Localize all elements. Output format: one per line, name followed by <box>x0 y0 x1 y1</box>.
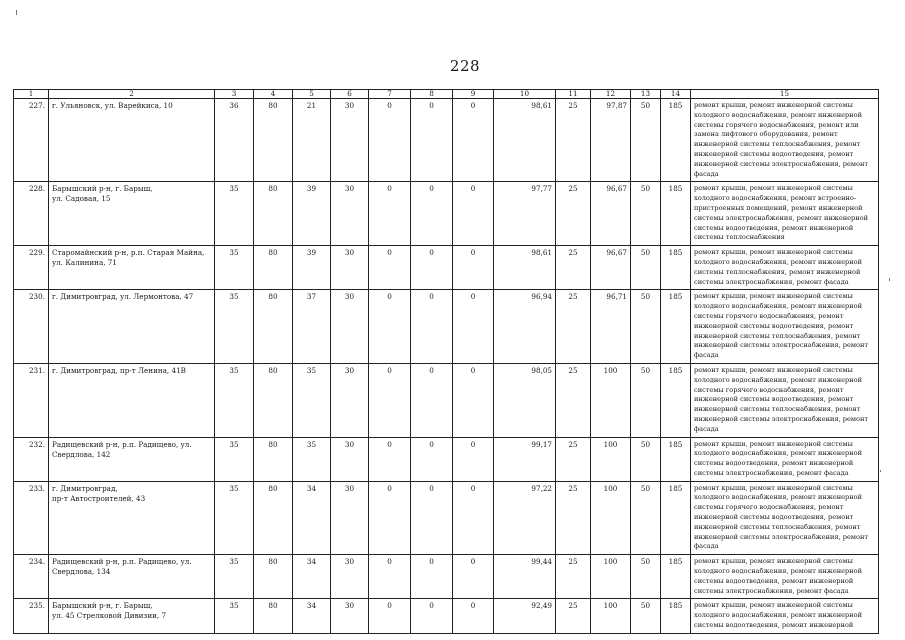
column-header: 11 <box>556 90 591 99</box>
value-cell: 50 <box>631 363 661 437</box>
value-cell: 50 <box>631 437 661 481</box>
value-cell: 30 <box>331 290 369 364</box>
value-cell: 0 <box>369 246 411 290</box>
address-cell: Барышский р-н, г. Барыш, ул. Садовая, 15 <box>49 182 215 246</box>
value-cell: 100 <box>591 437 631 481</box>
value-cell: 0 <box>411 599 453 633</box>
row-number: 229. <box>14 246 49 290</box>
value-cell: 35 <box>215 555 254 599</box>
page-number: 228 <box>449 57 481 75</box>
repair-works-cell: ремонт крыши, ремонт инженерной системы холодного водоснабжения, ремонт инженерной системы водоотведения, ремонт инженерной системы электроснабжения, ремонт фасада <box>691 555 879 599</box>
scan-speck <box>16 10 17 15</box>
value-cell: 25 <box>556 99 591 182</box>
column-header: 3 <box>215 90 254 99</box>
value-cell: 25 <box>556 481 591 555</box>
value-cell: 0 <box>369 437 411 481</box>
column-header: 15 <box>691 90 879 99</box>
column-header: 7 <box>369 90 411 99</box>
column-header: 14 <box>661 90 691 99</box>
value-cell: 0 <box>369 290 411 364</box>
column-header: 9 <box>453 90 494 99</box>
value-cell: 96,94 <box>494 290 556 364</box>
address-cell: г. Димитровград, пр-т Ленина, 41В <box>49 363 215 437</box>
repair-works-cell: ремонт крыши, ремонт инженерной системы холодного водоснабжения, ремонт инженерной системы водоотведения, ремонт инженерной <box>691 599 879 633</box>
value-cell: 30 <box>331 246 369 290</box>
value-cell: 0 <box>453 481 494 555</box>
value-cell: 185 <box>661 246 691 290</box>
column-header: 5 <box>293 90 331 99</box>
value-cell: 50 <box>631 246 661 290</box>
value-cell: 30 <box>331 481 369 555</box>
value-cell: 0 <box>411 246 453 290</box>
value-cell: 97,77 <box>494 182 556 246</box>
value-cell: 50 <box>631 599 661 633</box>
table-row <box>14 481 879 555</box>
scan-speck <box>889 278 890 281</box>
column-header: 6 <box>331 90 369 99</box>
address-cell: Радищевский р-н, р.п. Радищево, ул. Свердлова, 142 <box>49 437 215 481</box>
column-header: 2 <box>49 90 215 99</box>
value-cell: 0 <box>369 99 411 182</box>
address-cell: Радищевский р-н, р.п. Радищево, ул. Свердлова, 134 <box>49 555 215 599</box>
table-row <box>14 99 879 182</box>
repair-works-cell: ремонт крыши, ремонт инженерной системы холодного водоснабжения, ремонт инженерной системы горячего водоснабжения, ремонт или замена лифтового оборудования, ремонт инженерной системы теплоснабжения, ремонт инженерной системы водоотведения, ремонт инженерной системы электроснабжения, ремонт фасада <box>691 99 879 182</box>
value-cell: 0 <box>411 182 453 246</box>
value-cell: 185 <box>661 437 691 481</box>
value-cell: 39 <box>293 182 331 246</box>
value-cell: 96,71 <box>591 290 631 364</box>
column-header: 10 <box>494 90 556 99</box>
value-cell: 50 <box>631 182 661 246</box>
value-cell: 35 <box>215 481 254 555</box>
value-cell: 34 <box>293 555 331 599</box>
row-number: 227. <box>14 99 49 182</box>
value-cell: 80 <box>254 555 293 599</box>
table-row <box>14 182 879 246</box>
value-cell: 35 <box>215 599 254 633</box>
value-cell: 50 <box>631 481 661 555</box>
value-cell: 100 <box>591 555 631 599</box>
value-cell: 185 <box>661 481 691 555</box>
value-cell: 80 <box>254 363 293 437</box>
value-cell: 0 <box>411 481 453 555</box>
value-cell: 50 <box>631 555 661 599</box>
value-cell: 185 <box>661 599 691 633</box>
column-header: 1 <box>14 90 49 99</box>
value-cell: 35 <box>215 437 254 481</box>
value-cell: 25 <box>556 363 591 437</box>
value-cell: 80 <box>254 182 293 246</box>
value-cell: 30 <box>331 363 369 437</box>
value-cell: 35 <box>293 437 331 481</box>
repair-works-cell: ремонт крыши, ремонт инженерной системы холодного водоснабжения, ремонт инженерной системы теплоснабжения, ремонт инженерной системы электроснабжения, ремонт фасада <box>691 246 879 290</box>
value-cell: 25 <box>556 290 591 364</box>
scan-speck <box>880 470 881 472</box>
value-cell: 0 <box>369 481 411 555</box>
repair-works-cell: ремонт крыши, ремонт инженерной системы холодного водоснабжения, ремонт инженерной системы горячего водоснабжения, ремонт инженерной системы водоотведения, ремонт инженерной системы теплоснабжения, ремонт инженерной системы электроснабжения, ремонт фасада <box>691 290 879 364</box>
value-cell: 0 <box>453 290 494 364</box>
value-cell: 30 <box>331 182 369 246</box>
value-cell: 185 <box>661 363 691 437</box>
repair-works-cell: ремонт крыши, ремонт инженерной системы холодного водоснабжения, ремонт встроенно-пристроенных помещений, ремонт инженерной системы электроснабжения, ремонт инженерной системы водоотведения, ремонт инженерной системы теплоснабжения <box>691 182 879 246</box>
value-cell: 80 <box>254 599 293 633</box>
value-cell: 185 <box>661 555 691 599</box>
value-cell: 34 <box>293 481 331 555</box>
repair-works-cell: ремонт крыши, ремонт инженерной системы холодного водоснабжения, ремонт инженерной системы горячего водоснабжения, ремонт инженерной системы водоотведения, ремонт инженерной системы теплоснабжения, ремонт инженерной системы электроснабжения, ремонт фасада <box>691 481 879 555</box>
row-number: 231. <box>14 363 49 437</box>
value-cell: 0 <box>411 437 453 481</box>
table-row <box>14 599 879 633</box>
value-cell: 30 <box>331 437 369 481</box>
value-cell: 25 <box>556 555 591 599</box>
value-cell: 0 <box>453 599 494 633</box>
value-cell: 80 <box>254 290 293 364</box>
table-row <box>14 246 879 290</box>
value-cell: 0 <box>453 182 494 246</box>
value-cell: 25 <box>556 246 591 290</box>
value-cell: 25 <box>556 437 591 481</box>
row-number: 228. <box>14 182 49 246</box>
table-row <box>14 437 879 481</box>
repair-works-cell: ремонт крыши, ремонт инженерной системы холодного водоснабжения, ремонт инженерной системы водоотведения, ремонт инженерной системы электроснабжения, ремонт фасада <box>691 437 879 481</box>
value-cell: 80 <box>254 246 293 290</box>
value-cell: 30 <box>331 99 369 182</box>
value-cell: 98,61 <box>494 99 556 182</box>
value-cell: 99,17 <box>494 437 556 481</box>
value-cell: 50 <box>631 99 661 182</box>
value-cell: 0 <box>453 363 494 437</box>
column-header: 13 <box>631 90 661 99</box>
value-cell: 97,22 <box>494 481 556 555</box>
value-cell: 0 <box>369 599 411 633</box>
value-cell: 25 <box>556 599 591 633</box>
value-cell: 96,67 <box>591 246 631 290</box>
row-number: 232. <box>14 437 49 481</box>
value-cell: 30 <box>331 599 369 633</box>
address-cell: Барышский р-н, г. Барыш, ул. 45 Стрелковой Дивизии, 7 <box>49 599 215 633</box>
value-cell: 35 <box>215 182 254 246</box>
value-cell: 98,61 <box>494 246 556 290</box>
value-cell: 34 <box>293 599 331 633</box>
value-cell: 0 <box>453 246 494 290</box>
value-cell: 30 <box>331 555 369 599</box>
value-cell: 97,87 <box>591 99 631 182</box>
value-cell: 0 <box>453 99 494 182</box>
value-cell: 37 <box>293 290 331 364</box>
value-cell: 80 <box>254 481 293 555</box>
address-cell: г. Димитровград, ул. Лермонтова, 47 <box>49 290 215 364</box>
value-cell: 98,05 <box>494 363 556 437</box>
value-cell: 35 <box>215 246 254 290</box>
address-cell: г. Димитровград, пр-т Автостроителей, 43 <box>49 481 215 555</box>
value-cell: 0 <box>411 290 453 364</box>
column-header: 4 <box>254 90 293 99</box>
value-cell: 92,49 <box>494 599 556 633</box>
row-number: 235. <box>14 599 49 633</box>
value-cell: 100 <box>591 363 631 437</box>
value-cell: 100 <box>591 481 631 555</box>
repair-works-cell: ремонт крыши, ремонт инженерной системы холодного водоснабжения, ремонт инженерной системы горячего водоснабжения, ремонт инженерной системы водоотведения, ремонт инженерной системы теплоснабжения, ремонт инженерной системы электроснабжения, ремонт фасада <box>691 363 879 437</box>
value-cell: 35 <box>215 290 254 364</box>
value-cell: 99,44 <box>494 555 556 599</box>
value-cell: 35 <box>293 363 331 437</box>
value-cell: 0 <box>369 182 411 246</box>
value-cell: 25 <box>556 182 591 246</box>
row-number: 230. <box>14 290 49 364</box>
value-cell: 80 <box>254 437 293 481</box>
table-row <box>14 555 879 599</box>
value-cell: 80 <box>254 99 293 182</box>
value-cell: 185 <box>661 182 691 246</box>
table-row <box>14 363 879 437</box>
value-cell: 185 <box>661 290 691 364</box>
repair-program-table <box>13 89 879 634</box>
value-cell: 0 <box>411 555 453 599</box>
value-cell: 36 <box>215 99 254 182</box>
table-row <box>14 290 879 364</box>
row-number: 234. <box>14 555 49 599</box>
value-cell: 0 <box>453 555 494 599</box>
value-cell: 0 <box>369 363 411 437</box>
address-cell: Старомайнский р-н, р.п. Старая Майна, ул. Калинина, 71 <box>49 246 215 290</box>
column-header: 8 <box>411 90 453 99</box>
value-cell: 50 <box>631 290 661 364</box>
address-cell: г. Ульяновск, ул. Варейкиса, 10 <box>49 99 215 182</box>
row-number: 233. <box>14 481 49 555</box>
column-header: 12 <box>591 90 631 99</box>
value-cell: 0 <box>411 363 453 437</box>
value-cell: 35 <box>215 363 254 437</box>
value-cell: 96,67 <box>591 182 631 246</box>
value-cell: 0 <box>369 555 411 599</box>
value-cell: 185 <box>661 99 691 182</box>
value-cell: 100 <box>591 599 631 633</box>
column-number-header-row <box>14 90 879 99</box>
value-cell: 0 <box>411 99 453 182</box>
value-cell: 21 <box>293 99 331 182</box>
value-cell: 39 <box>293 246 331 290</box>
value-cell: 0 <box>453 437 494 481</box>
